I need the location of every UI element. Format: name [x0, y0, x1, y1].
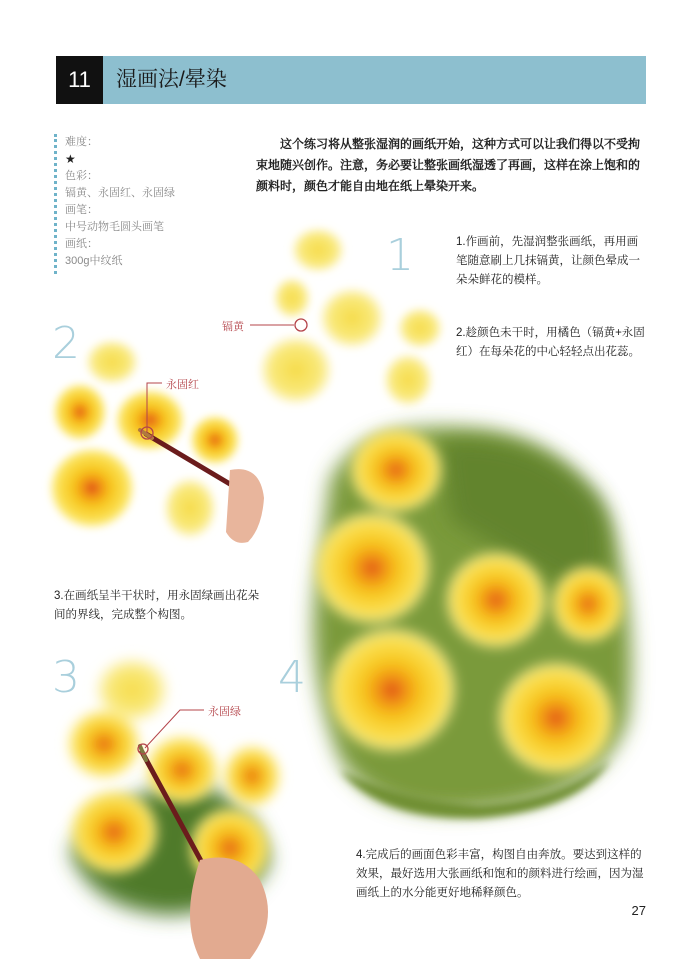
difficulty-value: ★ [65, 152, 76, 166]
callout-label-green: 永固绿 [208, 706, 241, 718]
step4-painting [313, 427, 631, 818]
paper-value: 300g中纹纸 [65, 255, 123, 267]
colors-label: 色彩： [65, 170, 98, 182]
colors-value: 镉黄、永固红、永固绿 [65, 187, 175, 199]
brush-label: 画笔： [65, 204, 98, 216]
step2-text: 2.趁颜色未干时，用橘色（镉黄+永固红）在每朵花的中心轻轻点出花蕊。 [456, 327, 645, 358]
intro-paragraph: 这个练习将从整张湿润的画纸开始，这种方式可以让我们得以不受拘束地随兴创作。注意，务必要让整张画纸湿透了再画，这样在涂上饱和的颜料时，颜色才能自由地在纸上晕染开来。 [256, 137, 641, 193]
page-number: 27 [631, 903, 646, 918]
chapter-title: 湿画法/晕染 [116, 68, 227, 91]
callout-yellow-marker [250, 319, 307, 331]
step1-text: 1.作画前，先湿润整张画纸，再用画笔随意刷上几抹镉黄，让颜色晕成一朵朵鲜花的模样。 [456, 236, 640, 286]
step3-text: 3.在画纸呈半干状时，用永固绿画出花朵间的界线，完成整个构图。 [54, 590, 260, 621]
callout-label-red: 永固红 [166, 379, 199, 391]
brush-value: 中号动物毛圆头画笔 [65, 221, 164, 233]
step4-text: 4.完成后的画面色彩丰富，构图自由奔放。要达到这样的效果，最好选用大张画纸和饱和的颜料进行绘画，因为湿画纸上的水分能更好地稀释颜色。 [356, 849, 644, 899]
step-number-3: 3 [52, 652, 80, 703]
paper-label: 画纸： [65, 238, 98, 250]
chapter-number: 11 [56, 56, 103, 104]
step-number-1: 1 [386, 230, 414, 281]
difficulty-label: 难度： [65, 136, 98, 148]
step-number-2: 2 [52, 318, 80, 369]
step-number-4: 4 [278, 652, 306, 703]
step1-painting [260, 228, 442, 406]
callout-label-yellow: 镉黄 [222, 321, 244, 333]
